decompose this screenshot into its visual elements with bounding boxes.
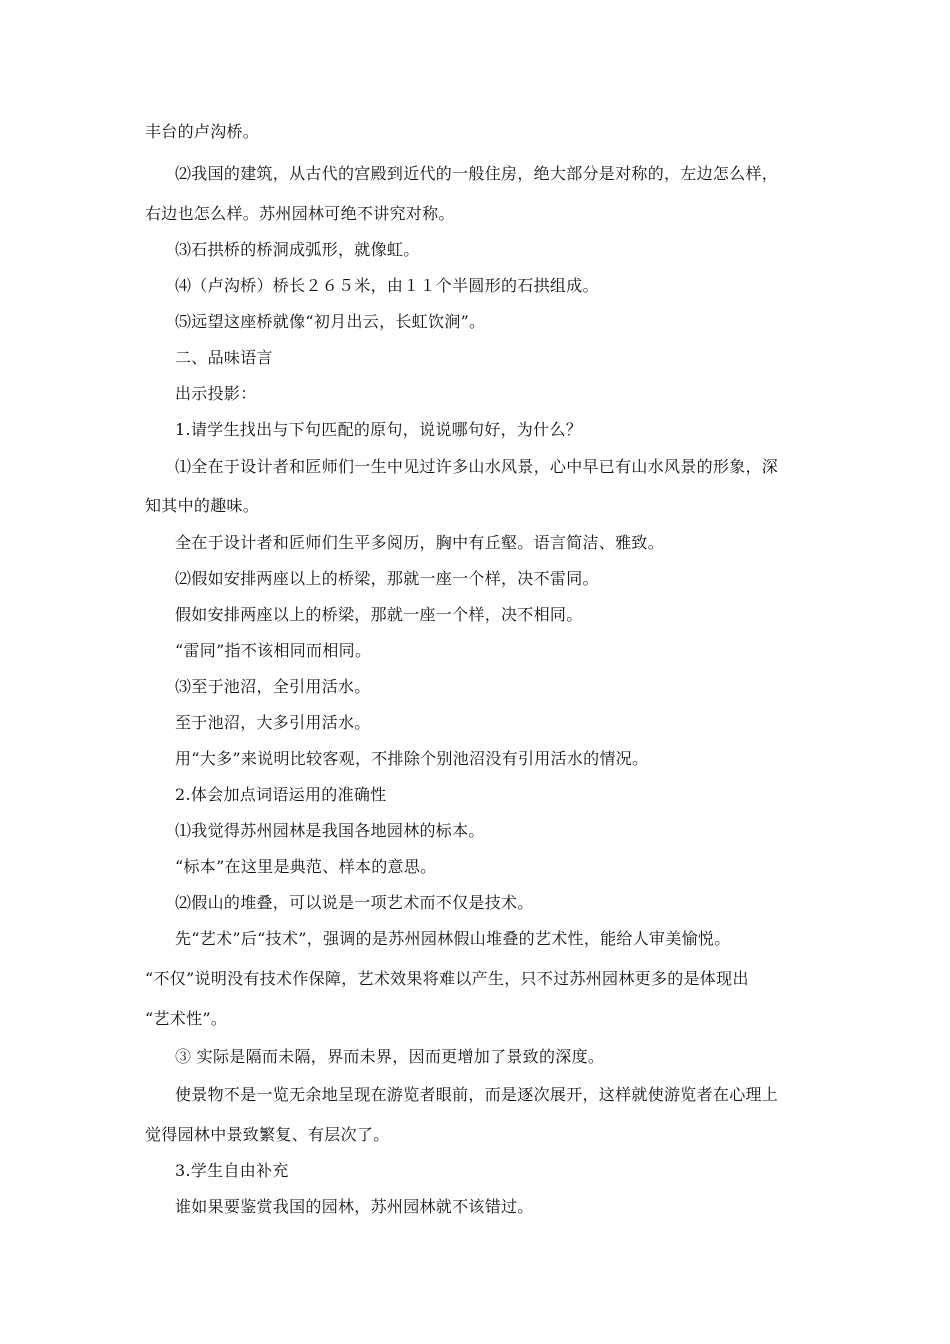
text-line-30: 谁如果要鉴赏我国的园林，苏州园林就不该错过。 (175, 1197, 534, 1216)
text-line-15: “雷同”指不该相同而相同。 (175, 641, 372, 660)
text-line-28: 觉得园林中景致繁复、有层次了。 (145, 1125, 390, 1144)
text-line-10: ⑴全在于设计者和匠师们一生中见过许多山水风景，心中早已有山水风景的形象，深 (175, 457, 779, 476)
text-line-17: 至于池沼，大多引用活水。 (175, 713, 371, 732)
text-line-16: ⑶至于池沼，全引用活水。 (175, 677, 371, 696)
text-line-27: 使景物不是一览无余地呈现在游览者眼前，而是逐次展开，这样就使游览者在心理上 (175, 1085, 779, 1104)
numbered-item-1: 1.请学生找出与下句匹配的原句，说说哪句好，为什么？ (175, 420, 583, 439)
text-line-21: “标本”在这里是典范、样本的意思。 (175, 857, 437, 876)
text-line-12: 全在于设计者和匠师们生平多阅历，胸中有丘壑。语言简洁、雅致。 (175, 533, 665, 552)
section-heading-2: 二、品味语言 (175, 348, 273, 367)
text-line-11: 知其中的趣味。 (145, 496, 260, 515)
numbered-item-2: 2.体会加点词语运用的准确性 (175, 785, 387, 804)
text-line-1: 丰台的卢沟桥。 (145, 122, 260, 141)
text-line-23: 先“艺术”后“技术”，强调的是苏州园林假山堆叠的艺术性，能给人审美愉悦。 (175, 929, 731, 948)
text-line-13: ⑵假如安排两座以上的桥梁，那就一座一个样，决不雷同。 (175, 569, 599, 588)
text-line-5: ⑷（卢沟桥）桥长２６５米，由１１个半圆形的石拱组成。 (175, 276, 599, 295)
numbered-item-3: 3.学生自由补充 (175, 1161, 289, 1180)
text-line-18: 用“大多”来说明比较客观，不排除个别池沼没有引用活水的情况。 (175, 749, 649, 768)
text-line-26: ③ 实际是隔而未隔，界而未界，因而更增加了景致的深度。 (175, 1047, 605, 1066)
text-line-22: ⑵假山的堆叠，可以说是一项艺术而不仅是技术。 (175, 893, 534, 912)
text-line-20: ⑴我觉得苏州园林是我国各地园林的标本。 (175, 821, 485, 840)
text-line-4: ⑶石拱桥的桥洞成弧形，就像虹。 (175, 240, 420, 259)
text-line-2: ⑵我国的建筑，从古代的宫殿到近代的一般住房，绝大部分是对称的，左边怎么样， (175, 164, 779, 183)
text-line-14: 假如安排两座以上的桥梁，那就一座一个样，决不相同。 (175, 605, 583, 624)
text-line-3: 右边也怎么样。苏州园林可绝不讲究对称。 (145, 204, 455, 223)
text-line-6: ⑸远望这座桥就像“初月出云，长虹饮涧”。 (175, 312, 486, 331)
text-line-8: 出示投影： (175, 384, 257, 403)
text-line-24: “不仅”说明没有技术作保障，艺术效果将难以产生，只不过苏州园林更多的是体现出 (145, 969, 749, 988)
text-line-25: “艺术性”。 (145, 1009, 228, 1028)
